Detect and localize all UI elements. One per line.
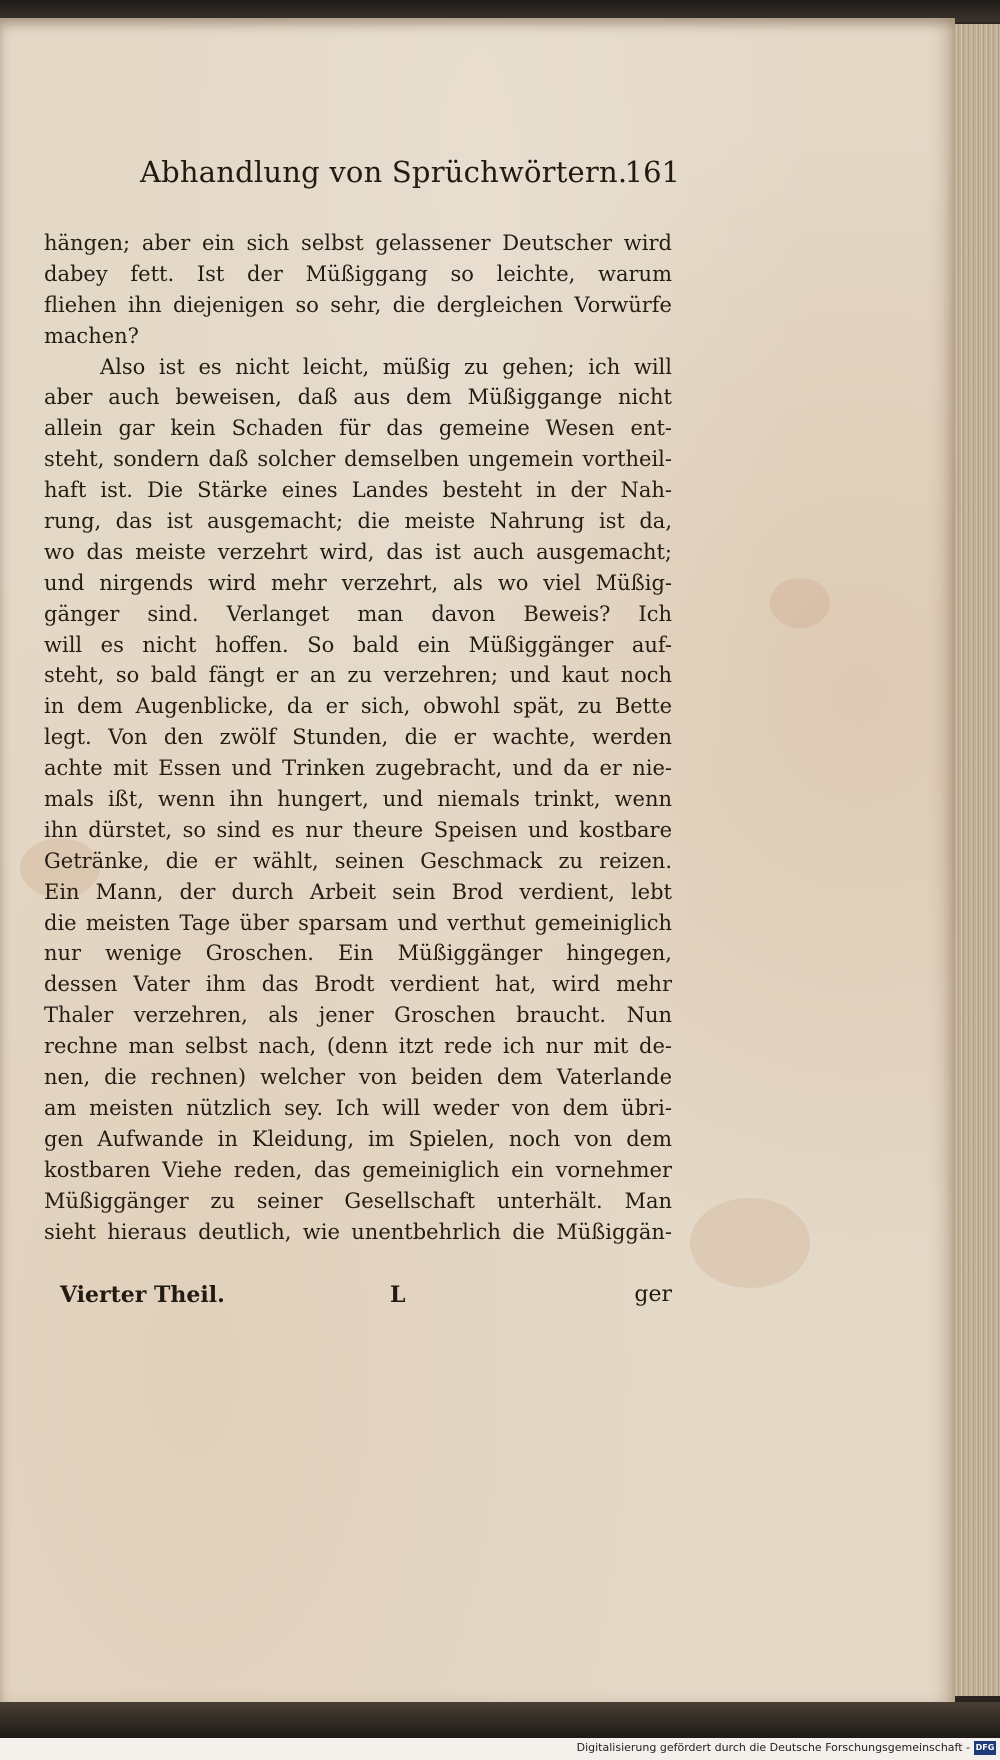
text-line: Also ist es nicht leicht, müßig zu gehen; ich will — [100, 354, 672, 379]
text-line: Müßiggänger zu seiner Gesellschaft unterhält. Man — [44, 1188, 672, 1213]
text-line: achte mit Essen und Trinken zugebracht, und da er nie- — [44, 756, 672, 781]
text-line: in dem Augenblicke, da er sich, obwohl spät, zu Bette — [44, 694, 672, 719]
text-line: gen Aufwande in Kleidung, im Spielen, noch von dem — [44, 1126, 672, 1151]
text-line: dessen Vater ihm das Brodt verdient hat, wird mehr — [44, 972, 672, 997]
text-line: mals ißt, wenn ihn hungert, und niemals trinkt, wenn — [44, 787, 672, 812]
text-line: kostbaren Viehe reden, das gemeiniglich ein vornehmer — [44, 1157, 672, 1182]
page-number: 161 — [624, 155, 680, 189]
text-line: am meisten nützlich sey. Ich will weder von dem übri- — [44, 1095, 672, 1120]
volume-signature: Vierter Theil. — [60, 1282, 225, 1308]
text-line: aber auch beweisen, daß aus dem Müßiggange nicht — [44, 385, 672, 410]
paper-stain — [770, 578, 830, 628]
paper-stain — [690, 1198, 810, 1288]
text-line: dabey fett. Ist der Müßiggang so leichte, warum — [44, 261, 672, 286]
text-line: Ein Mann, der durch Arbeit sein Brod verdient, lebt — [44, 879, 672, 904]
book-bottom-edge — [0, 1702, 1000, 1738]
text-line: haft ist. Die Stärke eines Landes besteht in der Nah- — [44, 478, 672, 503]
signature-mark: L — [390, 1282, 406, 1308]
funding-credit: Digitalisierung gefördert durch die Deutsche Forschungsgemeinschaft - — [576, 1741, 970, 1754]
text-line: gänger sind. Verlanget man davon Beweis? Ich — [44, 601, 672, 626]
text-line: ihn dürstet, so sind es nur theure Speisen und kostbare — [44, 817, 672, 842]
catchword: ger — [634, 1282, 672, 1307]
text-line: die meisten Tage über sparsam und verthut gemeiniglich — [44, 910, 672, 935]
text-line: machen? — [44, 323, 139, 348]
text-line: sieht hieraus deutlich, wie unentbehrlich die Müßiggän- — [44, 1219, 672, 1244]
text-line: hängen; aber ein sich selbst gelassener Deutscher wird — [44, 231, 672, 255]
text-line: rechne man selbst nach, (denn itzt rede ich nur mit de- — [44, 1034, 672, 1059]
credit-bar — [0, 1738, 1000, 1760]
page-header — [140, 155, 680, 195]
running-head: Abhandlung von Sprüchwörtern. — [140, 155, 628, 189]
text-line: steht, sondern daß solcher demselben ungemein vortheil- — [44, 447, 672, 472]
text-line: rung, das ist ausgemacht; die meiste Nahrung ist da, — [44, 509, 672, 534]
text-line: will es nicht hoffen. So bald ein Müßiggänger auf- — [44, 632, 672, 657]
text-line: steht, so bald fängt er an zu verzehren; und kaut noch — [44, 663, 672, 688]
page-footer — [60, 1282, 672, 1316]
text-line: und nirgends wird mehr verzehrt, als wo viel Müßig- — [44, 570, 672, 595]
text-line: legt. Von den zwölf Stunden, die er wachte, werden — [44, 725, 672, 750]
text-line: fliehen ihn diejenigen so sehr, die dergleichen Vorwürfe — [44, 292, 672, 317]
text-line: nur wenige Groschen. Ein Müßiggänger hingegen, — [44, 941, 672, 966]
text-line: wo das meiste verzehrt wird, das ist auch ausgemacht; — [44, 539, 672, 564]
text-line: nen, die rechnen) welcher von beiden dem Vaterlande — [44, 1065, 672, 1090]
text-line: Thaler verzehren, als jener Groschen braucht. Nun — [44, 1003, 672, 1028]
text-line: Getränke, die er wählt, seinen Geschmack zu reizen. — [44, 848, 672, 873]
dfg-logo-icon: DFG — [974, 1741, 996, 1755]
body-text — [44, 228, 672, 1247]
text-line: allein gar kein Schaden für das gemeine Wesen ent- — [44, 416, 672, 441]
